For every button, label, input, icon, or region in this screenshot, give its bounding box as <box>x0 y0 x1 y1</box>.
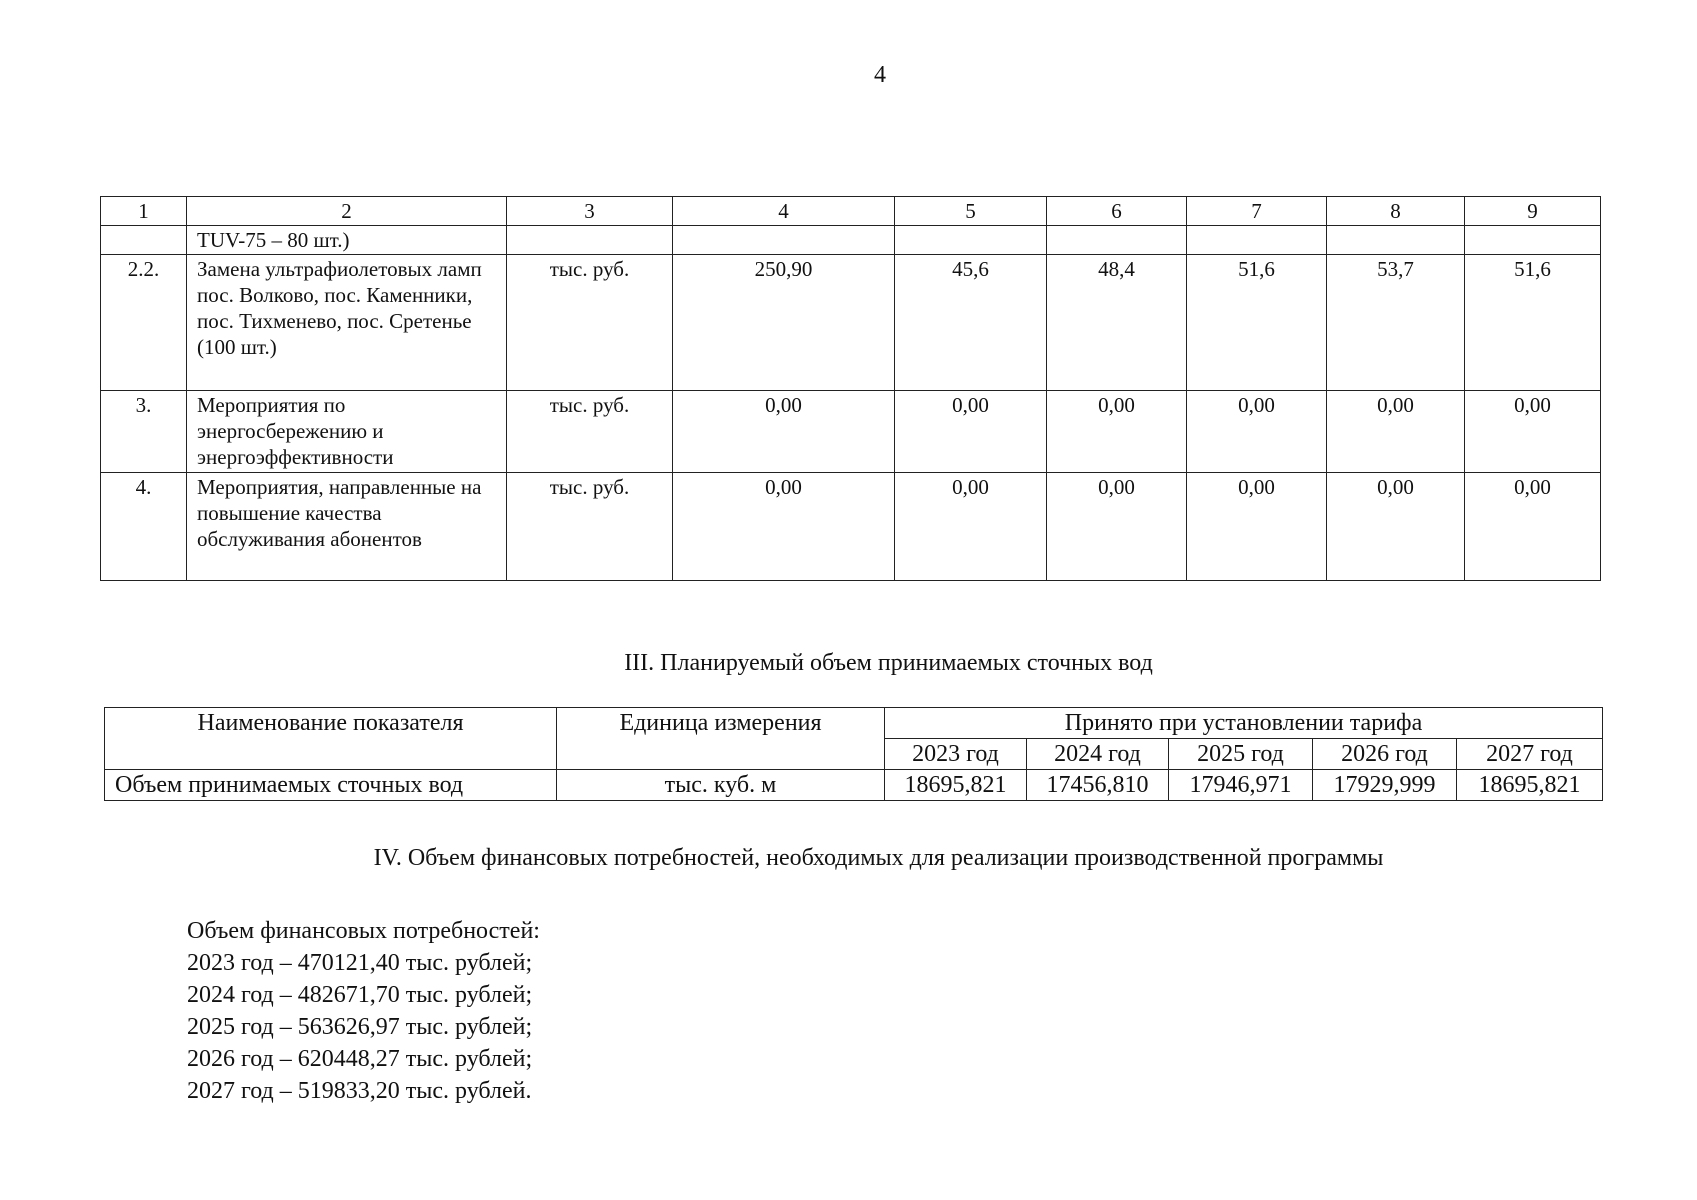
row-number <box>101 226 187 255</box>
table-row <box>101 473 1601 581</box>
financial-needs-line: 2023 год – 470121,40 тыс. рублей; <box>187 950 533 976</box>
header-cell: 3 <box>507 197 673 226</box>
row-value: 0,00 <box>1187 391 1327 473</box>
wastewater-volume-table <box>104 707 1603 801</box>
row-unit: тыс. куб. м <box>557 770 885 801</box>
row-value: 0,00 <box>1187 473 1327 581</box>
header-year: 2026 год <box>1313 739 1457 770</box>
financial-needs-line: 2024 год – 482671,70 тыс. рублей; <box>187 982 533 1008</box>
row-value <box>673 226 895 255</box>
row-name: Объем принимаемых сточных вод <box>105 770 557 801</box>
row-value: 45,6 <box>895 255 1047 391</box>
measures-table <box>100 196 1601 581</box>
financial-needs-line: 2027 год – 519833,20 тыс. рублей. <box>187 1078 532 1104</box>
row-name: TUV-75 – 80 шт.) <box>187 226 507 255</box>
section-4-title: IV. Объем финансовых потребностей, необходимых для реализации производственной программы <box>373 845 1384 871</box>
header-year: 2023 год <box>885 739 1027 770</box>
row-value: 51,6 <box>1187 255 1327 391</box>
row-value: 0,00 <box>1047 473 1187 581</box>
row-value: 0,00 <box>673 473 895 581</box>
row-value: 18695,821 <box>1457 770 1603 801</box>
row-unit: тыс. руб. <box>507 473 673 581</box>
row-value: 0,00 <box>895 391 1047 473</box>
row-value: 17456,810 <box>1027 770 1169 801</box>
table-row <box>101 391 1601 473</box>
row-value: 250,90 <box>673 255 895 391</box>
header-year: 2027 год <box>1457 739 1603 770</box>
header-cell: 9 <box>1465 197 1601 226</box>
header-cell: 2 <box>187 197 507 226</box>
row-value: 0,00 <box>1327 473 1465 581</box>
row-value <box>1465 226 1601 255</box>
row-value: 18695,821 <box>885 770 1027 801</box>
header-unit: Единица измерения <box>557 708 885 770</box>
row-name: Замена ультрафиолетовых ламп пос. Волково, пос. Каменники, пос. Тихменево, пос. Сретенье (100 шт.) <box>187 255 507 391</box>
volume-header-row <box>105 708 1603 739</box>
header-indicator-name: Наименование показателя <box>105 708 557 770</box>
financial-needs-line: 2026 год – 620448,27 тыс. рублей; <box>187 1046 533 1072</box>
header-cell: 4 <box>673 197 895 226</box>
header-year: 2025 год <box>1169 739 1313 770</box>
row-value <box>895 226 1047 255</box>
section-3-title: III. Планируемый объем принимаемых сточных вод <box>624 650 1153 676</box>
row-value: 0,00 <box>1465 473 1601 581</box>
row-value <box>1187 226 1327 255</box>
row-value: 17946,971 <box>1169 770 1313 801</box>
financial-needs-line: 2025 год – 563626,97 тыс. рублей; <box>187 1014 533 1040</box>
header-cell: 8 <box>1327 197 1465 226</box>
row-value <box>1327 226 1465 255</box>
row-name: Мероприятия, направленные на повышение качества обслуживания абонентов <box>187 473 507 581</box>
row-value: 0,00 <box>1047 391 1187 473</box>
table-row <box>101 226 1601 255</box>
row-name: Мероприятия по энергосбережению и энергоэффективности <box>187 391 507 473</box>
header-tariff-group: Принято при установлении тарифа <box>885 708 1603 739</box>
row-number: 2.2. <box>101 255 187 391</box>
row-unit <box>507 226 673 255</box>
financial-needs-intro: Объем финансовых потребностей: <box>187 918 540 944</box>
row-value: 0,00 <box>1465 391 1601 473</box>
measures-header-row <box>101 197 1601 226</box>
row-value: 48,4 <box>1047 255 1187 391</box>
row-number: 3. <box>101 391 187 473</box>
row-value: 0,00 <box>673 391 895 473</box>
financial-needs-block <box>187 915 540 1107</box>
row-value: 17929,999 <box>1313 770 1457 801</box>
table-row <box>101 255 1601 391</box>
row-value: 0,00 <box>895 473 1047 581</box>
page-number: 4 <box>874 62 886 88</box>
header-cell: 5 <box>895 197 1047 226</box>
header-cell: 7 <box>1187 197 1327 226</box>
table-row <box>105 770 1603 801</box>
row-value: 53,7 <box>1327 255 1465 391</box>
row-unit: тыс. руб. <box>507 255 673 391</box>
row-number: 4. <box>101 473 187 581</box>
row-unit: тыс. руб. <box>507 391 673 473</box>
row-value: 51,6 <box>1465 255 1601 391</box>
header-year: 2024 год <box>1027 739 1169 770</box>
row-value: 0,00 <box>1327 391 1465 473</box>
header-cell: 1 <box>101 197 187 226</box>
row-value <box>1047 226 1187 255</box>
header-cell: 6 <box>1047 197 1187 226</box>
